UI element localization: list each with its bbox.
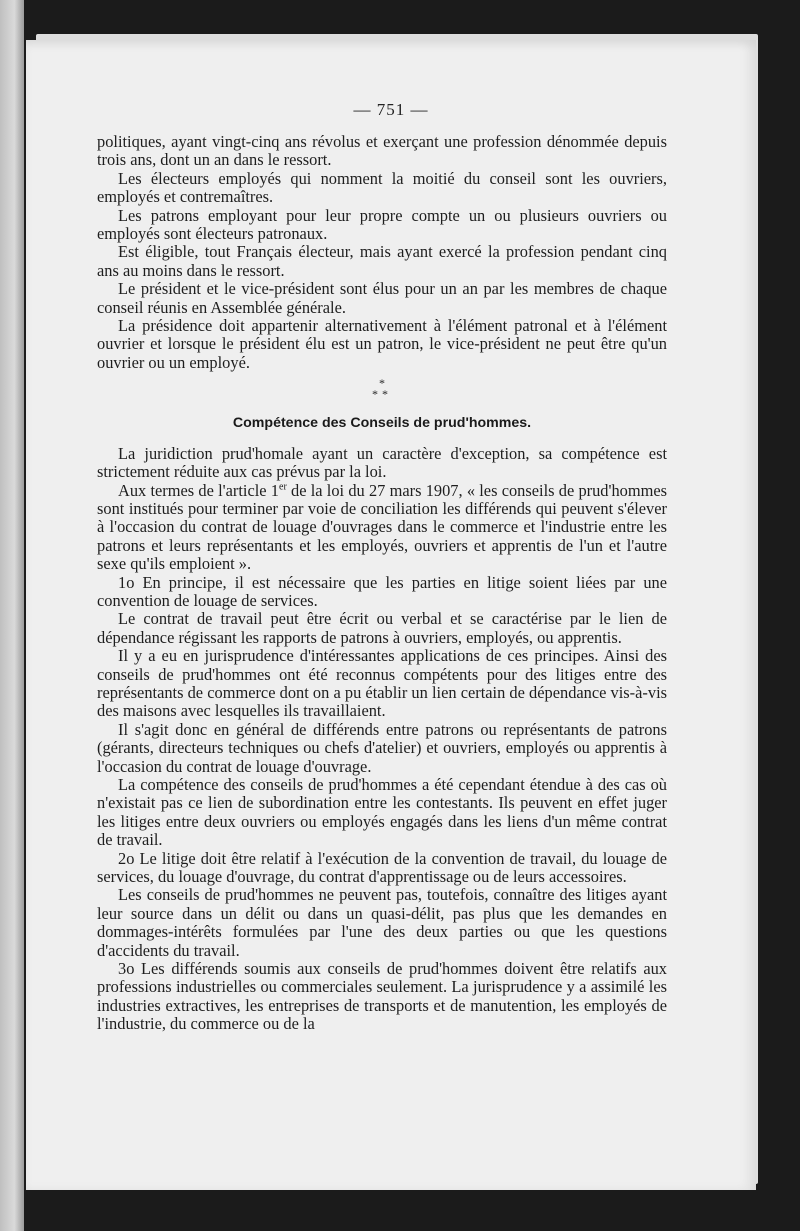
section-heading: Compétence des Conseils de prud'hommes. <box>232 415 532 432</box>
paragraph: Est éligible, tout Français électeur, mais ayant exercé la profession pendant cinq ans au moins dans le ressort. <box>97 242 667 280</box>
asterism-divider <box>97 378 667 408</box>
citation-superscript: er <box>279 481 287 493</box>
paragraph: 1o En principe, il est nécessaire que les parties en litige soient liées par une convention de louage de services. <box>97 572 667 610</box>
paragraph-article-citation <box>97 482 667 574</box>
citation-text-start: Aux termes de l'article 1 <box>118 480 279 500</box>
document-page <box>26 40 756 1190</box>
paragraph: 2o Le litige doit être relatif à l'exécution de la convention de travail, du louage de services, du louage d'ouvrage, du contrat d'apprentissage ou de leurs accessoires. <box>97 848 667 887</box>
page-number: — 751 — <box>353 100 429 119</box>
paragraph: 3o Les différends soumis aux conseils de prud'hommes doivent être relatifs aux professions industrielles ou commerciales seulement. La jurisprudence y a assimilé les industries extractives, les entreprises de transports et de manutention, les employés de l'industrie, du commerce ou de la <box>97 959 667 1034</box>
paragraph: Il y a eu en jurisprudence d'intéressantes applications de ces principes. Ainsi des conseils de prud'hommes ont été reconnus compétents pour des litiges entre des représentants de commerce dont on a pu établir un lien certain de dépendance vis-à-vis des maisons avec lesquelles ils travaillaient. <box>97 646 667 721</box>
paragraph: La présidence doit appartenir alternativement à l'élément patronal et à l'élément ouvrier et lorsque le président élu est un patron, le vice-président ne peut être qu'un ouvrier ou un employé. <box>97 316 667 372</box>
asterism-top: * <box>379 376 385 391</box>
paragraph: Il s'agit donc en général de différends entre patrons ou représentants de patrons (gérants, directeurs techniques ou chefs d'atelier) et ouvriers, employés ou apprentis à l'occasion du contrat de louage d'ouvrage. <box>97 719 667 776</box>
paragraph: La juridiction prud'homale ayant un caractère d'exception, sa compétence est strictement réduite aux cas prévus par la loi. <box>97 443 667 482</box>
paragraph: La compétence des conseils de prud'hommes a été cependant étendue à des cas où n'existait pas ce lien de subordination entre les contestants. Ils peuvent en effet juger les litiges entre deux ouvriers ou employés engagés dans les liens d'un même contrat de travail. <box>97 775 667 850</box>
paragraph: Le contrat de travail peut être écrit ou verbal et se caractérise par le lien de dépendance régissant les rapports de patrons à ouvriers, employés, ou apprentis. <box>97 609 667 647</box>
asterism-bottom: ** <box>372 387 392 402</box>
paragraph: Les patrons employant pour leur propre compte un ou plusieurs ouvriers ou employés sont électeurs patronaux. <box>97 205 667 244</box>
left-page-edge <box>0 0 24 1231</box>
paragraph: Le président et le vice-président sont élus pour un an par les membres de chaque conseil réunis en Assemblée générale. <box>97 279 667 317</box>
paragraph: Les conseils de prud'hommes ne peuvent pas, toutefois, connaître des litiges ayant leur source dans un délit ou dans un quasi-délit, pas plus que les demandes en dommages-intérêts formulées par l'une des deux parties ou que les questions d'accidents du travail. <box>97 885 667 960</box>
citation-text-end: de la loi du 27 mars 1907, « les conseils de prud'hommes sont institués pour terminer par voie de conciliation les différends qui peuvent s'élever à l'occasion du contrat de louage d'ouvrages dans le commerce et l'industrie entre les patrons et leurs représentants et les employés, ouvriers et apprentis de l'un et l'autre sexe qu'ils emploient ». <box>97 480 667 574</box>
paragraph: Les électeurs employés qui nomment la moitié du conseil sont les ouvriers, employés et contremaîtres. <box>97 168 667 207</box>
paragraph: politiques, ayant vingt-cinq ans révolus et exerçant une profession dénommée depuis trois ans, dont un an dans le ressort. <box>97 132 667 170</box>
body-text <box>97 133 667 1034</box>
